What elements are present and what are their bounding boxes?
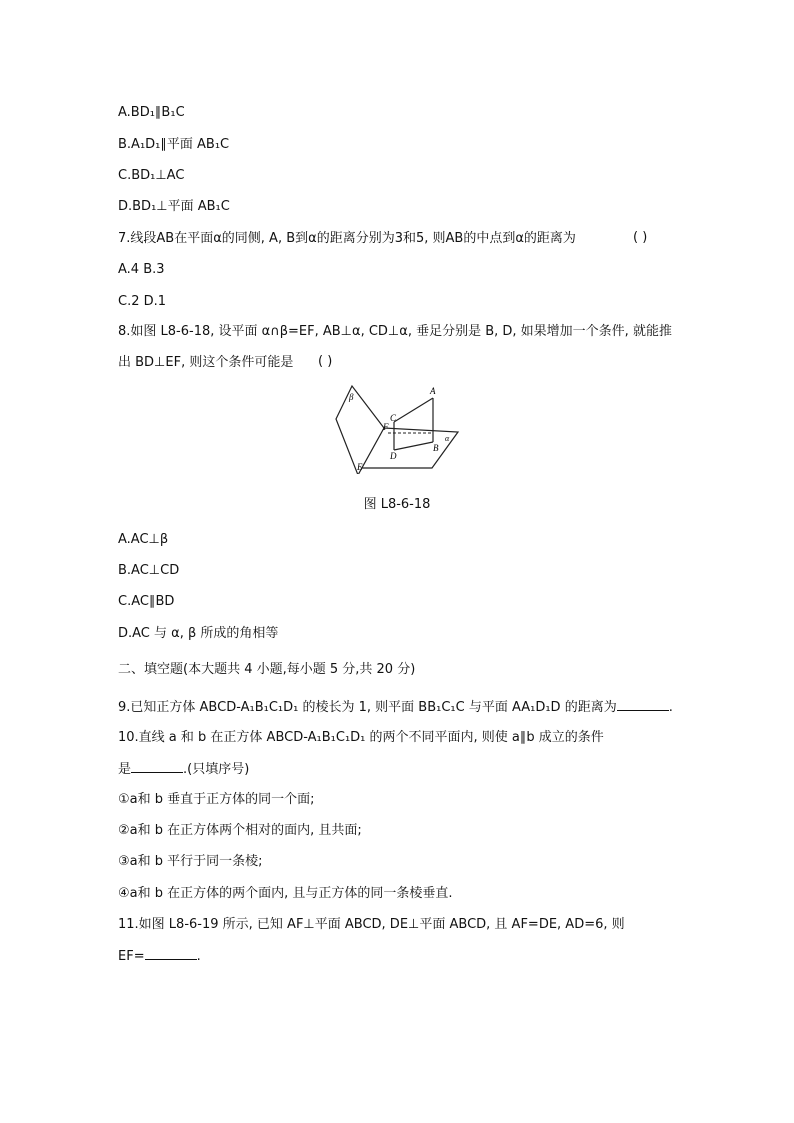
q10-blank bbox=[131, 760, 183, 773]
q7-answer-paren: ( ) bbox=[633, 230, 648, 245]
q6-option-c: C.BD₁⊥AC bbox=[118, 168, 185, 183]
q11-stem-line2 bbox=[118, 947, 201, 966]
q7-options-cd: C.2 D.1 bbox=[118, 294, 167, 309]
q11-prefix: EF= bbox=[118, 949, 145, 964]
label-beta: β bbox=[349, 392, 354, 402]
q10-item-3: ③a和 b 平行于同一条棱; bbox=[118, 854, 263, 869]
label-e: E bbox=[357, 462, 363, 472]
q8-stem-line2: 出 BD⊥EF, 则这个条件可能是 bbox=[118, 355, 294, 370]
q10-suffix: .(只填序号) bbox=[183, 762, 250, 777]
label-a: A bbox=[430, 386, 436, 396]
plane-alpha bbox=[358, 428, 458, 474]
label-d: D bbox=[390, 451, 397, 461]
q10-item-4: ④a和 b 在正方体的两个面内, 且与正方体的同一条棱垂直. bbox=[118, 886, 453, 901]
q10-stem-line2 bbox=[118, 760, 249, 779]
q6-option-a: A.BD₁∥B₁C bbox=[118, 105, 185, 120]
q9-stem: 9.已知正方体 ABCD-A₁B₁C₁D₁ 的棱长为 1, 则平面 BB₁C₁C 与平面 AA₁D₁D 的距离为 bbox=[118, 700, 617, 715]
figure-l8-6-18 bbox=[330, 382, 470, 474]
label-f: F bbox=[383, 422, 389, 432]
q10-item-2: ②a和 b 在正方体两个相对的面内, 且共面; bbox=[118, 823, 362, 838]
q8-option-b: B.AC⊥CD bbox=[118, 563, 180, 578]
q8-option-a: A.AC⊥β bbox=[118, 532, 169, 547]
q9-line bbox=[118, 698, 673, 717]
q7-options-ab: A.4 B.3 bbox=[118, 262, 165, 277]
q8-option-c: C.AC∥BD bbox=[118, 594, 175, 609]
segment-ac bbox=[394, 398, 433, 422]
q11-blank bbox=[145, 947, 197, 960]
segment-db bbox=[394, 442, 433, 450]
q9-blank bbox=[617, 698, 669, 711]
q6-option-b: B.A₁D₁∥平面 AB₁C bbox=[118, 137, 230, 152]
q11-end: . bbox=[196, 949, 201, 964]
label-b: B bbox=[433, 443, 439, 453]
section-heading: 二、填空题(本大题共 4 小题,每小题 5 分,共 20 分) bbox=[118, 662, 416, 677]
plane-beta bbox=[336, 386, 384, 474]
q11-stem-line1: 11.如图 L8-6-19 所示, 已知 AF⊥平面 ABCD, DE⊥平面 ABCD, 且 AF=DE, AD=6, 则 bbox=[118, 917, 625, 932]
label-c: C bbox=[390, 413, 397, 423]
q8-option-d: D.AC 与 α, β 所成的角相等 bbox=[118, 626, 279, 641]
q8-stem-line1: 8.如图 L8-6-18, 设平面 α∩β=EF, AB⊥α, CD⊥α, 垂足分别是 B, D, 如果增加一个条件, 就能推 bbox=[118, 324, 672, 339]
q8-answer-paren: ( ) bbox=[318, 354, 333, 369]
label-alpha: α bbox=[445, 434, 450, 443]
q6-option-d: D.BD₁⊥平面 AB₁C bbox=[118, 199, 230, 214]
q9-end: . bbox=[668, 700, 673, 715]
q10-prefix: 是 bbox=[118, 762, 132, 777]
q10-stem-line1: 10.直线 a 和 b 在正方体 ABCD-A₁B₁C₁D₁ 的两个不同平面内, 则使 a∥b 成立的条件 bbox=[118, 730, 604, 745]
q10-item-1: ①a和 b 垂直于正方体的同一个面; bbox=[118, 792, 315, 807]
figure-caption: 图 L8-6-18 bbox=[363, 497, 431, 512]
q7-stem: 7.线段AB在平面α的同侧, A, B到α的距离分别为3和5, 则AB的中点到α的距离为 bbox=[118, 231, 576, 246]
